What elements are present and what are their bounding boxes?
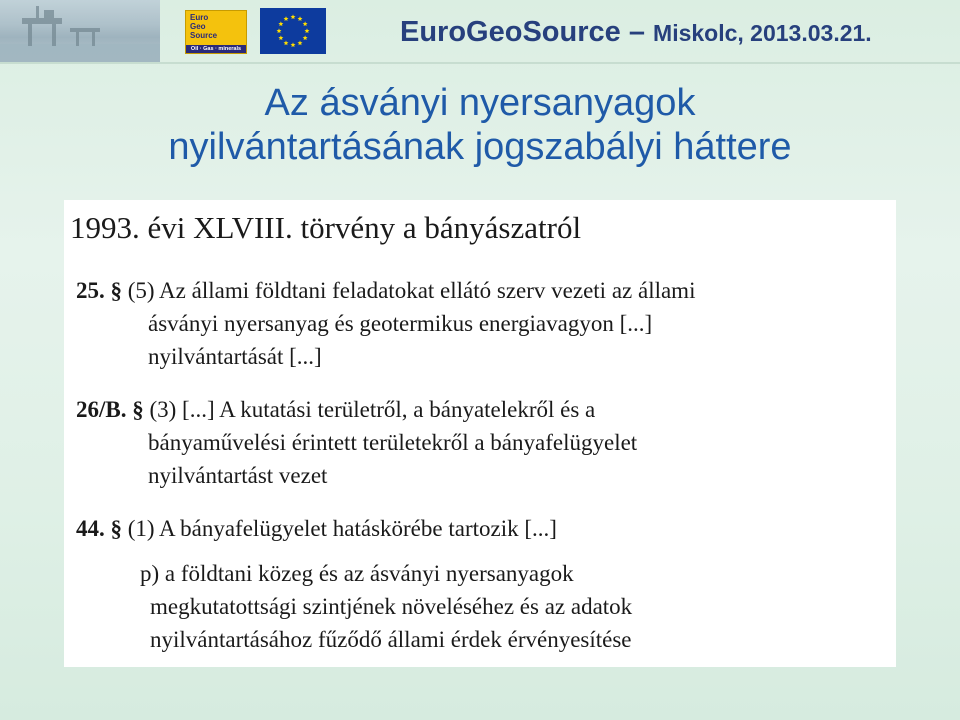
paragraph-line: ásványi nyersanyag és geotermikus energiavagyon [...] <box>148 311 653 336</box>
eu-star-icon <box>305 28 310 33</box>
eu-star-icon <box>278 35 283 40</box>
paragraph-first-line: (1) A bányafelügyelet hatáskörébe tartozik [...] <box>127 516 557 541</box>
logo-line-euro: Euro <box>190 13 209 22</box>
slide-title-line-2: nyilvántartásának jogszabályi háttere <box>168 126 792 168</box>
eu-star-icon <box>284 41 289 46</box>
section-sign: § <box>132 397 144 422</box>
item-first-line: p) a földtani közeg és az ásványi nyersanyagok <box>140 561 574 586</box>
paragraph-first-line: (5) Az állami földtani feladatokat ellátó szerv vezeti az állami <box>127 278 696 303</box>
paragraph-44 <box>76 512 557 545</box>
header-photo-offshore-platform <box>0 0 160 62</box>
paragraph-25 <box>76 274 695 373</box>
header-title <box>400 14 872 50</box>
section-sign: § <box>110 516 122 541</box>
eu-star-icon <box>291 42 296 47</box>
logo-tagline: Oil · Gas · minerals <box>186 45 246 53</box>
logo-line-source: Source <box>190 31 218 40</box>
eu-flag-logo <box>260 8 326 54</box>
eu-star-icon <box>303 21 308 26</box>
paragraph-line: nyilvántartását [...] <box>148 344 322 369</box>
logo-line-geo: Geo <box>190 22 206 31</box>
paragraph-line: nyilvántartást vezet <box>148 463 328 488</box>
item-line: megkutatottsági szintjének növeléséhez és az adatok <box>150 594 633 619</box>
paragraph-number: 26/B. <box>76 397 127 422</box>
paragraph-number: 44. <box>76 516 105 541</box>
eu-star-icon <box>298 41 303 46</box>
paragraph-26b <box>76 393 637 492</box>
header-divider <box>0 62 960 64</box>
header-dash: – <box>620 16 654 48</box>
paragraph-44-item-p <box>140 557 632 656</box>
offshore-platform-icon <box>0 0 160 62</box>
eurogeosource-logo <box>185 10 247 54</box>
eu-star-icon <box>284 16 289 21</box>
eu-stars-icon <box>260 8 326 54</box>
section-sign: § <box>110 278 122 303</box>
eu-star-icon <box>303 35 308 40</box>
paragraph-first-line: (3) [...] A kutatási területről, a bányatelekről és a <box>149 397 596 422</box>
paragraph-number: 25. <box>76 278 105 303</box>
content-box <box>64 200 896 667</box>
paragraph-line: bányaművelési érintett területekről a bányafelügyelet <box>148 430 638 455</box>
eu-star-icon <box>291 14 296 19</box>
eu-star-icon <box>278 21 283 26</box>
law-title: 1993. évi XLVIII. törvény a bányászatról <box>70 210 582 245</box>
slide-title <box>0 81 960 169</box>
project-name: EuroGeoSource <box>400 16 621 48</box>
item-line: nyilvántartásához fűződő állami érdek érvényesítése <box>150 627 632 652</box>
eu-star-icon <box>277 28 282 33</box>
slide-title-line-1: Az ásványi nyersanyagok <box>264 82 696 124</box>
eu-star-icon <box>298 16 303 21</box>
place-date: Miskolc, 2013.03.21. <box>653 20 872 46</box>
